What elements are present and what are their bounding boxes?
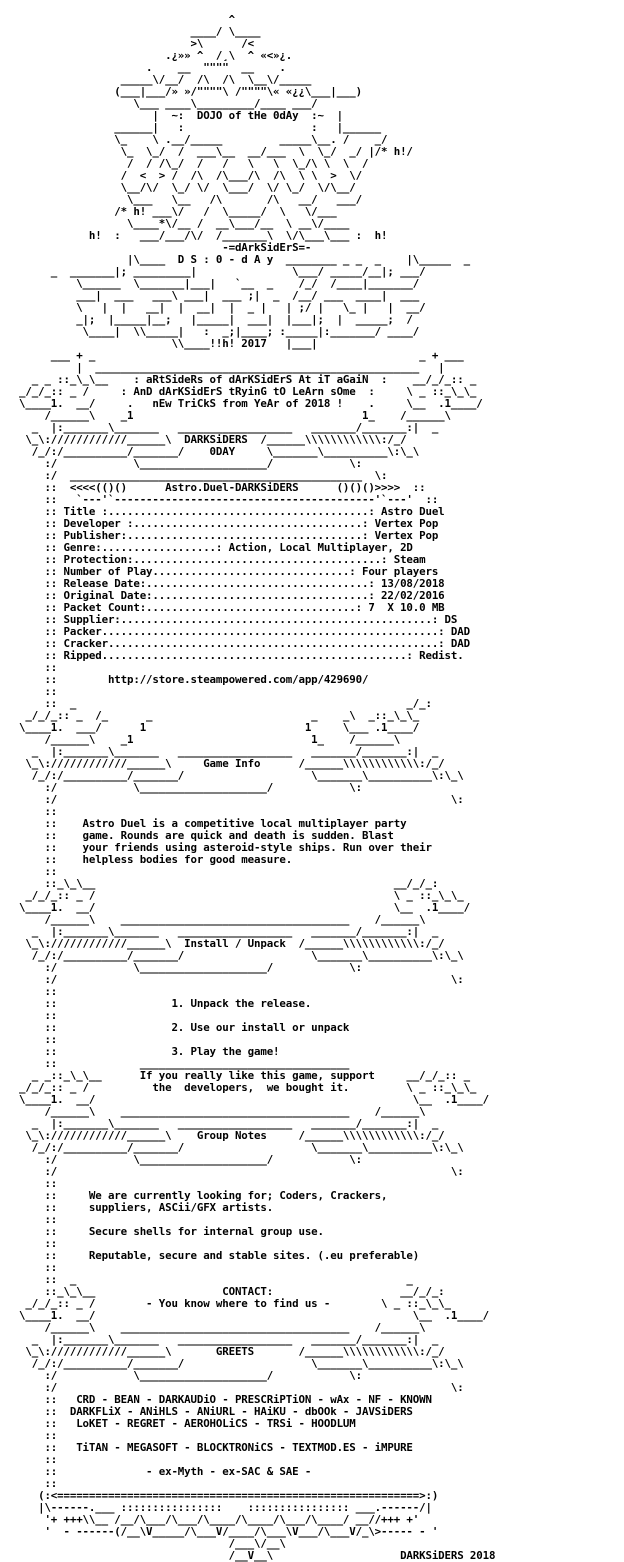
- nfo-line: ::_\_\__ CONTACT: __/_/_:: [0, 1285, 445, 1298]
- nfo-line: ::: [0, 865, 58, 878]
- nfo-line: /______\ _1 1_ /______\: [0, 733, 401, 746]
- nfo-line: :/ \:: [0, 1165, 464, 1178]
- nfo-line: _|; |_____|__; |_____| ___| |___|; | _____; /: [0, 313, 413, 326]
- nfo-line: \____1. __/ \__ .1____/: [0, 901, 470, 914]
- nfo-line: / < > / /\ /\___/\ /\ \ \ > \/: [0, 169, 362, 182]
- nfo-line: _ |:_______\_______ __________________ _______/_______:| _: [0, 745, 439, 758]
- nfo-line: \____*\/__ / __\___/__ \ __\/____: [0, 217, 350, 230]
- nfo-line: :: Supplier:.................................................: DS: [0, 613, 458, 626]
- nfo-line: /__V__\ DARKSiDERS 2018: [0, 1549, 496, 1562]
- nfo-line: _/_/_:: _ /_ _ _ _\ _::_\_\_: [0, 709, 420, 722]
- nfo-line: '+ +++\\__ /__/\___/\___/\____/\____/\___/\____/ __//+++ +': [0, 1513, 420, 1526]
- nfo-line: h! : ___/___/\/ /_______\ \/\___\___ : h!: [0, 229, 388, 242]
- nfo-line: \____1. __/ \__ .1____/: [0, 1093, 489, 1106]
- nfo-line: :: Release Date:...................................: 13/08/2018: [0, 577, 445, 590]
- nfo-line: \___ \__ /\ /\ __/ ___/: [0, 193, 362, 206]
- nfo-line: :: 1. Unpack the release.: [0, 997, 312, 1010]
- nfo-line: \____1. __/ . nEw TriCkS from YeAr of 2018 ! . \__ .1____/: [0, 397, 483, 410]
- nfo-line: _ |:_______\_______ __________________ _______/_______:| _: [0, 421, 439, 434]
- nfo-line: \___ ____\_________/____ ___/: [0, 97, 318, 110]
- nfo-line: :/ \:: [0, 793, 464, 806]
- nfo-line: /______\ ____________________________________ /______\: [0, 1105, 426, 1118]
- nfo-line: ^: [0, 13, 235, 26]
- nfo-line: \_ \ .__/_____ _____\__. / _/: [0, 133, 388, 146]
- nfo-line: ___ + _ _ + ___: [0, 349, 464, 362]
- nfo-line: / / /\_/ / / \ \ \_/\ \ \ /: [0, 157, 369, 170]
- nfo-line: :: We are currently looking for; Coders, Crackers,: [0, 1189, 388, 1202]
- nfo-line: :: DARKFLiX - ANiHLS - ANiURL - HAiKU - dbOOk - JAVSiDERS: [0, 1405, 413, 1418]
- nfo-line: |\____ D S : 0 - d A y ________ _ _ _ |\_____ _: [0, 253, 470, 266]
- nfo-line: :/ \____________________/ \:: [0, 961, 362, 974]
- nfo-line: _ |:_______\_______ __________________ _______/_______:| _: [0, 1117, 439, 1130]
- nfo-line: :: Ripped................................................: Redist.: [0, 649, 464, 662]
- nfo-line: | ~: DOJO of tHe 0dAy :~ |: [0, 109, 343, 122]
- nfo-line: :: Number of Play...............................: Four players: [0, 565, 439, 578]
- nfo-line: :: Reputable, secure and stable sites. (.eu preferable): [0, 1249, 420, 1262]
- nfo-line: _/_/_:: _ / the developers, we bought it. \ _ ::_\_\_: [0, 1081, 477, 1094]
- nfo-line: _____\/__/ /\ /\ \__\/_____: [0, 73, 312, 86]
- nfo-line: :: your friends using asteroid-style ships. Run over their: [0, 841, 432, 854]
- nfo-line: _/_/_:: _ / - You know where to find us - \ _ ::_\_\_: [0, 1297, 451, 1310]
- nfo-line: /_/:/__________/_______/ \_______\__________\:\_\: [0, 1141, 464, 1154]
- nfo-line: ____/ \____: [0, 25, 261, 38]
- nfo-line: ::: [0, 1453, 58, 1466]
- nfo-line: /___\/__\: [0, 1537, 286, 1550]
- nfo-line: \_ \_/ / ___\__ __/___ \ \_/ _/ |/* h!/: [0, 145, 413, 158]
- nfo-line: ::: [0, 1429, 58, 1442]
- nfo-line: :: Cracker....................................................: DAD: [0, 637, 470, 650]
- nfo-line: _ _______|; _________| \___/ _____/__|; ___/: [0, 265, 426, 278]
- nfo-line: :: <<<<(()() Astro.Duel-DARKSiDERS ()()()>>>> ::: [0, 481, 426, 494]
- nfo-line: \_\:////////////______\ Install / Unpack /______\\\\\\\\\\\\:/_/: [0, 937, 445, 950]
- nfo-line: :: 2. Use our install or unpack: [0, 1021, 350, 1034]
- nfo-line: :: Secure shells for internal group use.: [0, 1225, 324, 1238]
- nfo-line: \ | | __| | __| | _ | | ;/ | \_ | | __/: [0, 301, 426, 314]
- nfo-line: ::: [0, 685, 58, 698]
- nfo-line: ::: [0, 1213, 58, 1226]
- nfo-line: _/_/_:: _ / \ _ ::_\_\_: [0, 889, 464, 902]
- nfo-line: :: Astro Duel is a competitive local multiplayer party: [0, 817, 407, 830]
- nfo-line: :/ \____________________/ \:: [0, 457, 362, 470]
- nfo-line: ::: [0, 1177, 58, 1190]
- nfo-line: :/ \____________________/ \:: [0, 781, 362, 794]
- nfo-line: _ |:_______\_______ __________________ _______/_______:| _: [0, 1333, 439, 1346]
- nfo-line: :: Developer :....................................: Vertex Pop: [0, 517, 439, 530]
- nfo-line: :: - ex-Myth - ex-SAC & SAE -: [0, 1465, 312, 1478]
- nfo-line: /_/:/__________/_______/ \_______\__________\:\_\: [0, 949, 464, 962]
- nfo-line: ::: [0, 1261, 58, 1274]
- nfo-line: ' - ------(/__\V_____/\___V/____/\___\V___/\___V/_\>----- - ': [0, 1525, 439, 1538]
- nfo-line: :: Protection:.......................................: Steam: [0, 553, 426, 566]
- nfo-line: ::: [0, 805, 58, 818]
- nfo-line: ::_\_\__ __/_/_:: [0, 877, 439, 890]
- nfo-line: \_\:////////////______\ DARKSiDERS /______\\\\\\\\\\\\:/_/: [0, 433, 407, 446]
- nfo-line: |\------.___ :::::::::::::::: :::::::::::::::: ___.------/|: [0, 1501, 432, 1514]
- nfo-line: ::: [0, 985, 58, 998]
- nfo-line: /______\ ____________________________________ /______\: [0, 1321, 426, 1334]
- nfo-line: ::: [0, 661, 58, 674]
- nfo-line: :: _ _/_:: [0, 697, 432, 710]
- nfo-line: :/ \:: [0, 973, 464, 986]
- nfo-line: _/_/_:: _ / : AnD dArKSidErS tRyinG tO LeArn sOme : \ _ ::_\_\_: [0, 385, 477, 398]
- nfo-line: \\____!!h! 2017 |___|: [0, 337, 318, 350]
- nfo-line: _ _ ::_\_\__ : aRtSideRs of dArKSidErS At iT aGaiN : __/_/_:: _: [0, 373, 477, 386]
- nfo-line: ___| ___ ___\ ___| ___ ;| _ /__/ ___ ____| ___: [0, 289, 420, 302]
- nfo-line: :/ \____________________/ \:: [0, 1153, 362, 1166]
- nfo-line: :/ ______________________________________________ \:: [0, 469, 388, 482]
- nfo-line: :/ \:: [0, 1381, 464, 1394]
- nfo-line: \_\:////////////______\ Game Info /______\\\\\\\\\\\\:/_/: [0, 757, 445, 770]
- nfo-line: (:<=========================================================>:): [0, 1489, 439, 1502]
- nfo-line: /_/:/__________/_______/ 0DAY \_______\__________\:\_\: [0, 445, 420, 458]
- nfo-line: :: helpless bodies for good measure.: [0, 853, 293, 866]
- nfo-line: /_/:/__________/_______/ \_______\__________\:\_\: [0, 769, 464, 782]
- nfo-line: ::: [0, 1033, 58, 1046]
- nfo-line: :: game. Rounds are quick and death is sudden. Blast: [0, 829, 394, 842]
- nfo-line: :: TiTAN - MEGASOFT - BLOCKTRONiCS - TEXTMOD.ES - iMPURE: [0, 1441, 413, 1454]
- nfo-line: _ _::_\_\__ If you really like this game, support __/_/_:: _: [0, 1069, 470, 1082]
- nfo-line: (___|___/» »/""""\ /""""\« «¿¿\___|___): [0, 85, 362, 98]
- nfo-line: :: Genre:..................: Action, Local Multiplayer, 2D: [0, 541, 413, 554]
- nfo-line: -=dArkSidErS=-: [0, 241, 312, 254]
- nfo-line: _ |:_______\_______ __________________ _______/_______:| _: [0, 925, 439, 938]
- nfo-line: \_\:////////////______\ Group Notes /______\\\\\\\\\\\\:/_/: [0, 1129, 445, 1142]
- nfo-line: /_/:/__________/_______/ \_______\__________\:\_\: [0, 1357, 464, 1370]
- nfo-line: :: _ _: [0, 1273, 413, 1286]
- nfo-line: :: Title :.........................................: Astro Duel: [0, 505, 445, 518]
- nfo-line: :: Packer.....................................................: DAD: [0, 625, 470, 638]
- nfo-line: :: LoKET - REGRET - AEROHOLiCS - TRSi - HOODLUM: [0, 1417, 356, 1430]
- nfo-line: \__/\/ \_/ \/ \___/ \/ \_/ \/\__/: [0, 181, 356, 194]
- nfo-line: >\ /<: [0, 37, 255, 50]
- nfo-line: \____| \\_____| : _;|____; :_____|:_______/ ____/: [0, 325, 420, 338]
- nfo-line: :: Packet Count:.................................: 7 X 10.0 MB: [0, 601, 445, 614]
- nfo-line: ::: [0, 1477, 58, 1490]
- nfo-line: ______| : : |______: [0, 121, 382, 134]
- nfo-line: ::: [0, 1237, 58, 1250]
- nfo-line: :: _________________________________: [0, 1057, 350, 1070]
- nfo-line: :/ \____________________/ \:: [0, 1369, 362, 1382]
- nfo-line: :: CRD - BEAN - DARKAUDiO - PRESCRiPTiON - wAx - NF - KNOWN: [0, 1393, 432, 1406]
- nfo-line: :: http://store.steampowered.com/app/429690/: [0, 673, 369, 686]
- nfo-line: \_\:////////////______\ GREETS /______\\\\\\\\\\\\:/_/: [0, 1345, 445, 1358]
- nfo-line: :: `---'`-----------------------------------------'`---' ::: [0, 493, 439, 506]
- nfo-line: /______\ ____________________________________ /______\: [0, 913, 426, 926]
- nfo-line: /* h! ___\/ / \_____/ \ \/___: [0, 205, 337, 218]
- nfo-line: | ___________________________________________________ |: [0, 361, 445, 374]
- nfo-line: :: Publisher:.....................................: Vertex Pop: [0, 529, 439, 542]
- nfo-line: \______ \_______|___| `__ _ /_/ /____|_______/: [0, 277, 420, 290]
- nfo-line: :: 3. Play the game!: [0, 1045, 280, 1058]
- nfo-line: \____1. ___/ 1 1 \___ .1____/: [0, 721, 420, 734]
- nfo-line: .¿»» ^ /¸\ ^ «<»¿.: [0, 49, 293, 62]
- nfo-line: ::: [0, 1009, 58, 1022]
- nfo-line: /______\ _1 1_ /______\: [0, 409, 451, 422]
- nfo-line: . __ """" __ .: [0, 61, 286, 74]
- nfo-line: :: Original Date:..................................: 22/02/2016: [0, 589, 445, 602]
- nfo-line: :: suppliers, ASCii/GFX artists.: [0, 1201, 274, 1214]
- nfo-line: \____1. __/ \__ .1____/: [0, 1309, 489, 1322]
